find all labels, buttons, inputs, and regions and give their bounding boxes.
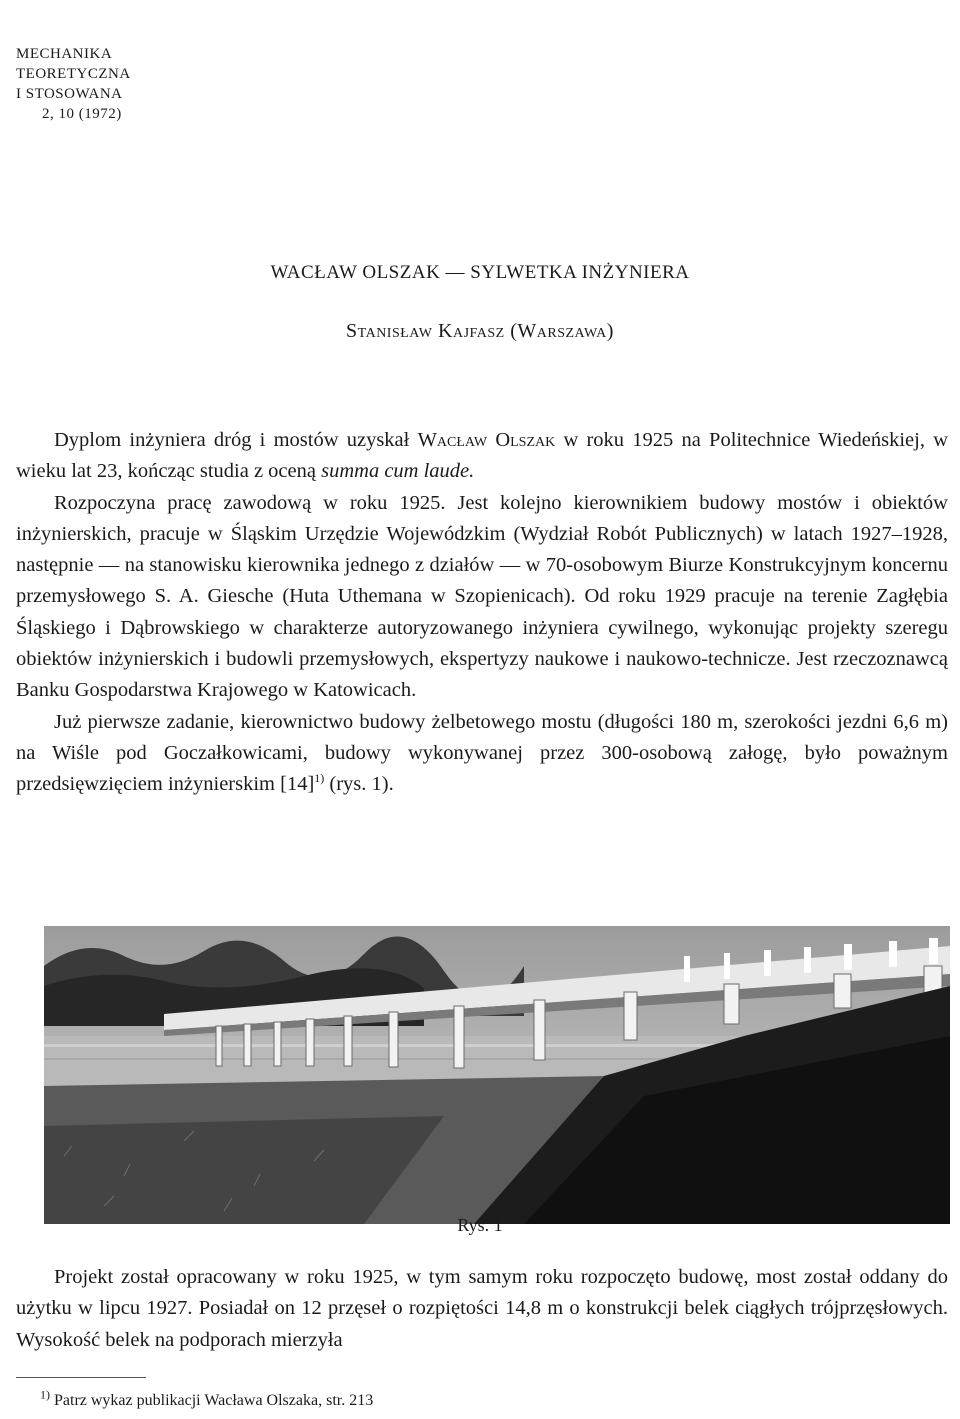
article-author: Stanisław Kajfasz (Warszawa) [346,320,614,342]
paragraph-2: Rozpoczyna pracę zawodową w roku 1925. Jest kolejno kierownikiem budowy mostów i obiektów inżynierskich, pracuje w Śląskim Urzędzie Wojewódzkim (Wydział Robót Publicznych) w latach 1927–1928, następnie — na stanowisku kierownika jednego z działów — w 70-osobowym Biurze Konstrukcyjnym koncernu przemysłowego S. A. Giesche (Huta Uthemana w Szopienicach). Od roku 1929 pracuje na terenie Zagłębia Śląskiego i Dąbrowskiego w charakterze autoryzowanego inżyniera cywilnego, wykonując projekty szeregu obiektów inżynierskich i budowli przemysłowych, ekspertyzy naukowe i naukowo-technicze. Jest rzeczoznawcą Banku Gospodarstwa Krajowego w Katowicach. [16,491,948,702]
footnote-mark: 1) [40,1387,50,1402]
bridge-photo [44,926,950,1224]
paragraph-1-text-a: Dyplom inżyniera dróg i mostów uzyskał [54,429,418,451]
article-body [16,425,948,801]
article-title: WACŁAW OLSZAK — SYLWETKA INŻYNIERA [270,262,690,283]
paragraph-1 [16,425,948,488]
person-name: Wacław Olszak [417,429,556,451]
footnote-text: Patrz wykaz publikacji Wacława Olszaka, str. 213 [50,1392,374,1409]
footnote-rule [16,1377,146,1378]
article-body-continued [16,1262,948,1356]
paragraph-3-text-b: (rys. 1). [324,773,394,796]
latin-phrase: summa cum laude. [321,460,475,483]
footnote [40,1387,374,1410]
journal-name-line-1: MECHANIKA [16,46,113,62]
bridge-photo-image [44,926,950,1224]
paragraph-3 [16,707,948,801]
paragraph-4: Projekt został opracowany w roku 1925, w tym samym roku rozpoczęto budowę, most został oddany do użytku w lipcu 1927. Posiadał on 12 przęseł o rozpiętości 14,8 m o konstrukcji belek ciągłych trójprzęsłowych. Wysokość belek na podporach mierzyła [16,1266,948,1351]
journal-name-line-3: I STOSOWANA [16,86,123,102]
paragraph-1-text-b: w roku 1925 na Politechnice Wiedeńskiej, w wieku lat 23, kończąc studia z oceną [16,429,948,483]
footnote-ref: 1) [314,771,325,786]
journal-issue: 2, 10 (1972) [42,106,122,122]
journal-header [16,44,131,124]
figure-caption: Rys. 1 [457,1215,503,1235]
journal-name-line-2: TEORETYCZNA [16,66,131,82]
paragraph-3-text-a: Już pierwsze zadanie, kierownictwo budowy żelbetowego mostu (długości 180 m, szerokości jezdni 6,6 m) na Wiśle pod Goczałkowicami, budowy wykonywanej przez 300-osobową załogę, było poważnym przedsięwzięciem inżynierskim [14] [16,710,948,796]
